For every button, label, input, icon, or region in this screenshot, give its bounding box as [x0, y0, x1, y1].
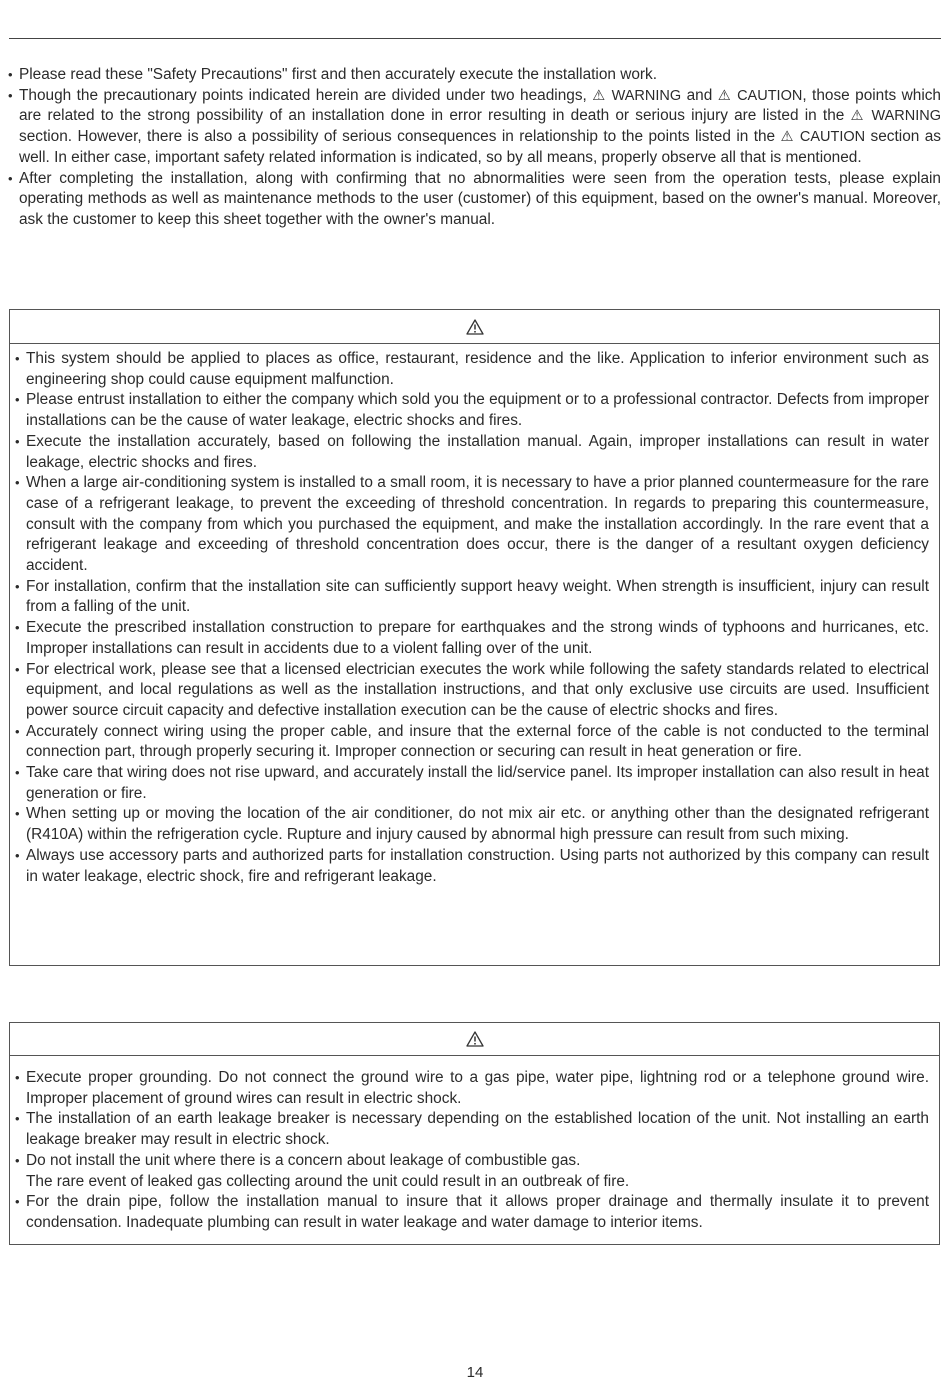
list-item-text: For the drain pipe, follow the installation manual to insure that it allows proper drainage and thermally insulate it to prevent condensation. Inadequate plumbing can result in water leakage and water damage to interior items. [26, 1193, 929, 1231]
bullet-icon: • [8, 67, 13, 82]
list-item [15, 432, 929, 473]
bullet-icon: • [15, 475, 20, 491]
list-item-text: This system should be applied to places as office, restaurant, residence and the like. Application to inferior environment such as engineering shop could cause equipment malfunction. [26, 350, 929, 388]
intro-item [8, 169, 941, 231]
list-item-text: For electrical work, please see that a licensed electrician executes the work while following the safety standards related to electrical equipment, and local regulations as well as the installation instructions, and that only exclusive use circuits are used. Insufficient power source circuit capacity and defective installation execution can be the cause of electric shocks and fires. [26, 660, 929, 719]
warning-box-body [10, 344, 939, 887]
intro-text: Though the precautionary points indicated herein are divided under two headings, [19, 86, 593, 104]
list-item-text: Please entrust installation to either the company which sold you the equipment or to a professional contractor. Defects from improper installations can be the cause of water leakage, electric shocks and fires. [26, 391, 929, 430]
list-item [15, 660, 929, 722]
list-item [15, 1109, 929, 1150]
caution-box-header [10, 1023, 939, 1056]
top-rule [9, 38, 941, 39]
list-item [15, 846, 929, 887]
list-item-text: Execute the prescribed installation construction to prepare for earthquakes and the strong winds of typhoons and hurricanes, etc. Improper installations can result in accidents due to a violent falling over of the unit. [26, 619, 929, 657]
list-item-text: Take care that wiring does not rise upward, and accurately install the lid/service panel. Its improper installation can also result in heat generation or fire. [26, 764, 929, 802]
bullet-icon: • [15, 661, 20, 677]
intro-item [8, 65, 941, 86]
bullet-icon: • [15, 1194, 20, 1210]
list-item-text: When setting up or moving the location of the air conditioner, do not mix air etc. or anything other than the designated refrigerant (R410A) within the refrigeration cycle. Rupture and injury caused by abnormal high pressure can result from such mixing. [26, 805, 929, 844]
warning-label: ⚠ WARNING [850, 108, 942, 125]
bullet-icon: • [15, 847, 20, 863]
list-item-text: Execute the installation accurately, based on following the installation manual. Again, improper installations can result in water leakage, electric shocks and fires. [26, 432, 929, 471]
list-item [15, 1068, 929, 1109]
bullet-icon: • [15, 1070, 20, 1085]
warning-triangle-icon [466, 319, 484, 335]
warning-box-header [10, 310, 939, 344]
bullet-icon: • [15, 620, 20, 636]
warning-list [15, 349, 929, 887]
bullet-icon: • [15, 1152, 20, 1168]
bullet-icon: • [15, 806, 20, 822]
caution-label: ⚠ CAUTION [780, 129, 866, 146]
bullet-icon: • [15, 765, 20, 781]
list-item-text: The installation of an earth leakage breaker is necessary depending on the established location of the unit. Not installing an earth leakage breaker may result in electric shock. [26, 1110, 929, 1149]
bullet-icon: • [8, 170, 13, 186]
intro-text: , those points which are related to the strong possibility of an installation done in error resulting in death or serious injury are listed in the [19, 86, 941, 125]
bullet-icon: • [15, 723, 20, 739]
list-item [15, 618, 929, 659]
intro-item [8, 86, 941, 169]
list-item [15, 349, 929, 390]
list-item [15, 390, 929, 431]
warning-label: ⚠ WARNING [592, 87, 682, 104]
list-item-text: Do not install the unit where there is a concern about leakage of combustible gas. [26, 1151, 581, 1169]
list-item [15, 473, 929, 577]
intro-text: section as well. In either case, important safety related information is indicated, so by all means, properly observe all that is mentioned. [19, 128, 941, 166]
page-number: 14 [466, 1364, 484, 1381]
intro-text: Please read these "Safety Precautions" first and then accurately execute the installation work. [19, 66, 658, 83]
list-item [15, 722, 929, 763]
list-item-text: Accurately connect wiring using the proper cable, and insure that the external force of the cable is not conducted to the terminal connection part, through properly securing it. Improper connection or securing can result in heat generation or fire. [26, 722, 929, 761]
bullet-icon: • [15, 433, 20, 449]
list-item [15, 577, 929, 618]
bullet-icon: • [15, 392, 20, 408]
intro-list [8, 65, 941, 231]
warning-box [9, 309, 940, 966]
intro-text: section. However, there is also a possibility of serious consequences in relationship to the points listed in the [19, 128, 781, 146]
intro-text: and [681, 86, 718, 104]
bullet-icon: • [15, 1111, 20, 1127]
list-item-continuation: The rare event of leaked gas collecting around the unit could result in an outbreak of fire. [26, 1172, 630, 1190]
list-item [15, 804, 929, 845]
intro-text: After completing the installation, along with confirming that no abnormalities were seen from the operation tests, please explain operating methods as well as maintenance methods to the user (customer) of this equipment, based on the owner's manual. Moreover, ask the customer to keep this sheet together with the owner's manual. [19, 169, 941, 228]
list-item [15, 763, 929, 804]
list-item-text: Execute proper grounding. Do not connect the ground wire to a gas pipe, water pipe, lightning rod or a telephone ground wire. Improper placement of ground wires can result in electric shock. [26, 1069, 929, 1107]
caution-label: ⚠ CAUTION [717, 87, 803, 104]
bullet-icon: • [8, 87, 13, 103]
caution-box [9, 1022, 940, 1245]
list-item [15, 1192, 929, 1233]
caution-box-body [10, 1056, 939, 1234]
warning-triangle-icon [466, 1031, 484, 1047]
caution-list [15, 1068, 929, 1234]
list-item-text: Always use accessory parts and authorized parts for installation construction. Using parts not authorized by this company can result in water leakage, electric shock, fire and refrigerant leakage. [26, 846, 929, 885]
list-item-text: When a large air-conditioning system is installed to a small room, it is necessary to have a prior planned countermeasure for the rare case of a refrigerant leakage, to prevent the exceeding of threshold concentration. In regards to preparing this countermeasure, consult with the company from which you purchased the equipment, and make the installation accordingly. In the rare event that a refrigerant leakage and exceeding of threshold concentration does occur, there is the danger of a resultant oxygen deficiency accident. [26, 474, 929, 575]
list-item [15, 1151, 929, 1192]
list-item-text: For installation, confirm that the installation site can sufficiently support heavy weight. When strength is insufficient, injury can result from a falling of the unit. [26, 577, 929, 616]
bullet-icon: • [15, 578, 20, 594]
bullet-icon: • [15, 351, 20, 366]
